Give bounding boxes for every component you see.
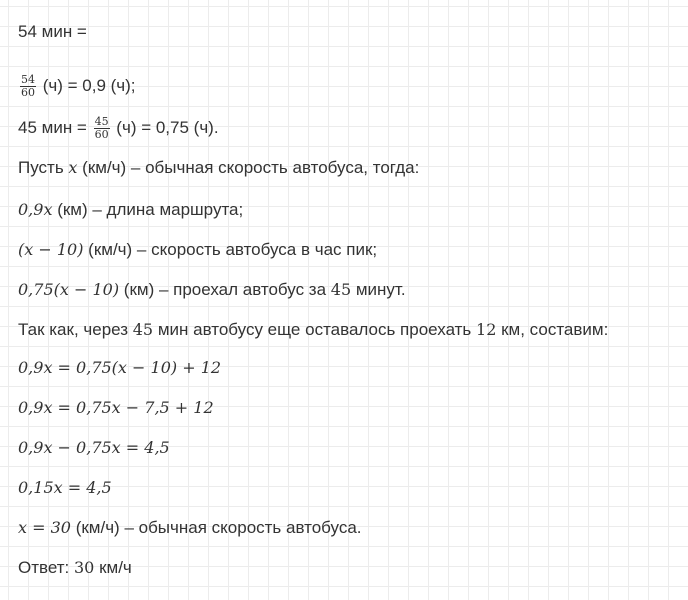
- line-text: (ч) = 0,75 (ч).: [111, 117, 219, 137]
- fraction-45-60: [94, 116, 110, 141]
- fraction-numerator: 45: [94, 115, 109, 128]
- fraction-54-60: [20, 74, 36, 99]
- line-answer: [18, 558, 132, 578]
- line-let-x: [18, 158, 419, 178]
- line-solution-x: [18, 518, 362, 538]
- line-equation-2: [18, 398, 214, 418]
- line-prefix: Так как, через: [18, 320, 133, 339]
- line-45-minutes: [18, 116, 219, 141]
- math-expression: 0,9x − 0,75x = 4,5: [18, 438, 170, 457]
- math-expression: 0,9x = 0,75x − 7,5 + 12: [18, 398, 214, 417]
- line-prefix: Пусть: [18, 158, 69, 177]
- math-expression: 0,9x: [18, 200, 53, 219]
- math-number: 45: [132, 320, 154, 339]
- line-text-mid: мин автобусу еще оставалось проехать: [153, 320, 477, 339]
- fraction-numerator: 54: [21, 73, 35, 86]
- math-expression: 0,15x = 4,5: [18, 478, 112, 497]
- line-minutes-heading: [18, 22, 87, 42]
- line-text: (км/ч) – обычная скорость автобуса.: [70, 518, 362, 537]
- math-number: 30: [73, 558, 95, 577]
- math-expression: 0,75(x − 10): [18, 280, 120, 299]
- line-text: 54 мин =: [18, 22, 87, 41]
- line-text: км, составим:: [496, 320, 609, 339]
- line-text: (км) – длина маршрута;: [52, 200, 244, 219]
- line-text: (км) – проехал автобус за: [119, 280, 331, 299]
- line-text-end: минут.: [351, 280, 406, 299]
- math-number: 12: [476, 320, 497, 339]
- line-rush-hour-speed: [18, 240, 377, 260]
- line-text: (ч) = 0,9 (ч);: [38, 75, 136, 95]
- line-equation-4: [18, 478, 112, 498]
- line-distance-45-min: [18, 280, 406, 300]
- line-equation-1: [18, 358, 221, 378]
- math-expression: 0,9x = 0,75(x − 10) + 12: [18, 358, 222, 377]
- line-compose-equation: [18, 320, 608, 340]
- math-expression: (x − 10): [18, 240, 84, 259]
- math-variable: x: [68, 158, 78, 177]
- line-text: км/ч: [94, 558, 132, 577]
- math-number: 45: [330, 280, 352, 299]
- line-text: (км/ч) – скорость автобуса в час пик;: [83, 240, 378, 259]
- line-prefix: 45 мин =: [18, 117, 92, 137]
- line-prefix: Ответ:: [18, 558, 74, 577]
- line-54-over-60: [18, 74, 136, 99]
- math-expression: x = 30: [18, 518, 71, 537]
- fraction-denominator: 60: [94, 128, 109, 141]
- line-text: (км/ч) – обычная скорость автобуса, тогда:: [77, 158, 420, 177]
- line-equation-3: [18, 438, 170, 458]
- line-route-length: [18, 200, 243, 220]
- fraction-denominator: 60: [21, 86, 35, 99]
